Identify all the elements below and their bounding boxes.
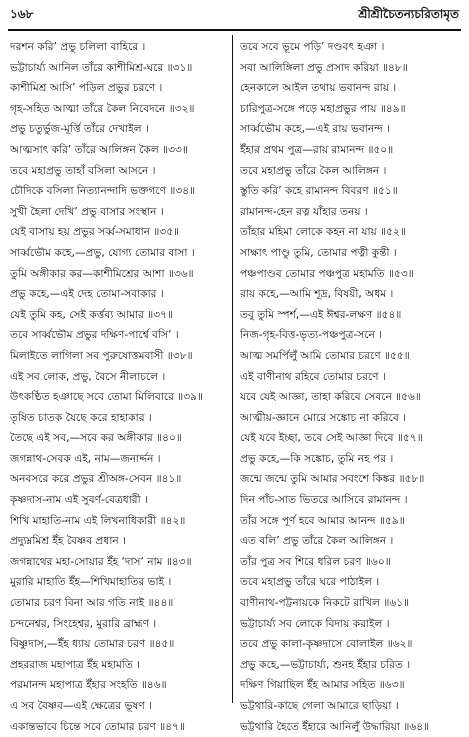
verse-line: এই বাণীনাথ রহিবে তোমার চরণে ।: [240, 370, 386, 383]
page-header: [10, 6, 459, 26]
verse-line: তবে মহাপ্রভু তাঁরে ঘরে পাঠাইল ।: [240, 576, 380, 589]
verse-line: চারিপুত্র-সঙ্গে পড়ে মহাপ্রভুর পায় ॥৪৯॥: [240, 102, 406, 115]
verse-line: পরমানন্দ মহাপাত্র ইঁহার সংহতি ॥৪৬॥: [10, 679, 167, 692]
verse-line: একান্তভাবে চিন্তে সবে তোমার চরণ ॥৪৭॥: [10, 720, 186, 733]
verse-line: প্রভু কহে,—এই দেহ তোমা-সবাকার ।: [10, 288, 164, 301]
verse-line: তবে সবে ভূমে পড়ি’ দণ্ডবৎ হঞা ।: [240, 41, 385, 53]
left-column: [10, 37, 232, 737]
verse-line: চৌদিকে বসিলা নিত্যানন্দাদি ভক্তগণে ॥৩৪॥: [10, 185, 196, 198]
verse-line: আত্ম সমর্পিলুঁ আমি তোমার চরণে ॥৫৫॥: [240, 349, 410, 362]
verse-line: স্তুতি করি’ কহে রামানন্দ বিবরণ ॥৫১॥: [240, 185, 398, 198]
verse-line: সাক্ষাৎ পাণ্ডু তুমি, তোমার পত্নী কুন্তী ।: [240, 246, 397, 259]
verse-line: তবে সার্ব্বভৌম প্রভুর দক্ষিণ-পার্শ্বে বসি’ ।: [10, 329, 179, 342]
verse-line: পঞ্চপাণ্ডব তোমার পঞ্চপুত্র মহামতি ॥৫৩॥: [240, 267, 414, 280]
verse-line: তাঁর পুত্র সব শিরে ধরিল চরণ ॥৬০॥: [240, 555, 391, 568]
verse-line: তাঁহার মহিমা লোকে কহন না যায় ॥৫২॥: [240, 226, 406, 239]
verse-line: এই সব লোক, প্রভু, বৈসে নীলাচলে ।: [10, 370, 166, 383]
verse-line: প্রভু কহে,—ভট্টাচার্য্য, শুনহ ইঁহার চরিত ।: [240, 658, 411, 671]
verse-line: যেই বাসায় হয় প্রভুর সর্ব্ব-সমাধান ॥৩৫॥: [10, 226, 180, 239]
verse-line: তৈছে এই সব,—সবে কর অঙ্গীকার ॥৪০॥: [10, 432, 182, 445]
verse-line: বিষ্ণুদাস,—ইঁহ ধ্যায় তোমার চরণ ॥৪৫॥: [10, 638, 175, 651]
verse-line: দরশন করি’ প্রভু চলিলা বাহিরে ।: [10, 41, 146, 53]
verse-line: দক্ষিণ গিয়াছিল ইঁহ আমার সহিত ॥৬৩॥: [240, 679, 405, 692]
verse-line: এ সব বৈষ্ণব—এই ক্ষেত্রের ভূষণ ।: [10, 700, 152, 712]
verse-line: তবু তুমি স্পর্শ,—এই ঈশ্বর-লক্ষণ ॥৫৪॥: [240, 308, 402, 321]
verse-line: ইঁহার প্রথম পুত্র—রায় রামানন্দ ॥৫০॥: [240, 143, 394, 156]
verse-line: যেই যবে ইচ্ছা, তবে সেই আজ্ঞা দিবে ॥৫৭॥: [240, 432, 423, 445]
verse-line: চন্দনেশ্বর, সিংহেশ্বর, মুরারি ব্রাহ্মণ ।: [10, 617, 157, 630]
verse-line: নিজ-গৃহ-বিত্ত-ভৃত্য-পঞ্চপুত্র-সনে ।: [240, 329, 383, 342]
verse-line: ভট্টাচার্য্য আনিল তাঁরে কাশীমিশ্র-ঘরে ॥৩১॥: [10, 61, 193, 74]
verse-line: প্রদ্যুম্নমিশ্র ইঁহ বৈষ্ণব প্রধান ।: [10, 535, 126, 548]
verse-line: ভট্টাচার্য্য সব লোকে বিদায় করাইল ।: [240, 617, 390, 630]
verse-line: ভট্টথারি-কাছে গেলা আমারে ছাড়িয়া ।: [240, 700, 399, 712]
verse-line: আত্মীয়-জ্ঞানে মোরে সঙ্কোচ না করিবে ।: [240, 411, 406, 424]
verse-line: সার্ব্বভৌম কহে,—প্রভু, যোগ্য তোমার বাসা ।: [10, 246, 195, 259]
verse-line: সবা আলিঙ্গিলা প্রভু প্রসাদ করিয়া ॥৪৮॥: [240, 61, 408, 74]
verse-line: মিলাইতে লাগিলা সব পুরুষোত্তমবাসী ॥৩৮॥: [10, 349, 193, 362]
verse-line: সার্ব্বভৌম কহে,—এই রায় ভবানন্দ ।: [240, 123, 390, 136]
verse-line: মুরারি মাহাতি ইঁহ—শিখিমাহাতির ভাই ।: [10, 576, 172, 589]
verse-line: তোমার চরণ বিনা আর গতি নাই ॥৪৪॥: [10, 597, 174, 610]
verse-line: প্রভু কহে,—কি সঙ্কোচ, তুমি নহ পর ।: [240, 452, 394, 465]
header-rule: [8, 29, 461, 31]
verse-line: রায় কহে,—আমি শূদ্র, বিষয়ী, অধম ।: [240, 288, 394, 301]
book-title: শ্রীশ্রীচৈতন্যচরিতামৃত: [358, 7, 459, 21]
verse-line: তৃষিত চাতক যৈছে করে হাহাকার ।: [10, 411, 152, 424]
verse-line: তবে মহাপ্রভু তাহাঁ বসিলা আসনে ।: [10, 164, 156, 177]
verse-line: সুখী হৈলা দেখি’ প্রভু বাসার সংস্থান ।: [10, 205, 164, 218]
verse-line: কৃষ্ণদাস-নাম এই সুবর্ণ-বেত্রধারী ।: [10, 494, 148, 507]
verse-line: প্রহররাজ মহাপাত্র ইঁহ মহামতি ।: [10, 658, 140, 671]
verse-line: দিন পাঁচ-সাত ভিতরে আসিবে রামানন্দ ।: [240, 494, 408, 507]
verse-line: তাঁর সঙ্গে পূর্ণ হবে আমার আনন্দ ॥৫৯॥: [240, 514, 405, 527]
column-divider: [232, 35, 233, 703]
verse-line: উৎকণ্ঠিত হঞাছে সবে তোমা মিলিবারে ॥৩৯॥: [10, 391, 204, 404]
verse-line: এত বলি’ প্রভু তাঁরে কৈল আলিঙ্গন ।: [240, 535, 394, 548]
right-column: [240, 37, 462, 737]
verse-line: হেনকালে আইল তথায় ভবানন্দ রায় ।: [240, 82, 397, 95]
verse-line: জন্মে জন্মে তুমি আমার সবংশে কিঙ্কর ॥৫৮॥: [240, 473, 425, 486]
verse-line: আত্মসাৎ করি’ তাঁরে আলিঙ্গন কৈল ॥৩৩॥: [10, 143, 188, 156]
verse-line: শিখি মাহাতি-নাম এই লিখনাধিকারী ॥৪২॥: [10, 514, 186, 527]
verse-line: জগন্নাথের মহা-সোয়ার ইঁহ ‘দাস’ নাম ॥৪৩॥: [10, 555, 192, 568]
verse-line: বাণীনাথ-পট্টনায়কে নিকটে রাখিল ॥৬১॥: [240, 597, 410, 610]
verse-line: ভট্টথারি হৈতে ইঁহারে আনিলুঁ উদ্ধারিয়া ॥৬৪॥: [240, 720, 430, 733]
verse-line: প্রভু চতুর্ভুজ-মূর্ত্তি তাঁরে দেখাইল ।: [10, 123, 149, 136]
verse-line: যবে যেই আজ্ঞা, তাহা করিবে সেবনে ॥৫৬॥: [240, 391, 421, 404]
verse-line: অনবসরে করে প্রভুর শ্রীঅঙ্গ-সেবন ॥৪১॥: [10, 473, 182, 486]
verse-line: যেই তুমি কহ, সেই কর্ত্তব্য আমার ॥৩৭॥: [10, 308, 173, 321]
verse-line: তুমি অঙ্গীকার কর—কাশীমিশ্রের আশা ॥৩৬॥: [10, 267, 194, 280]
verse-line: তবে প্রভু কালা-কৃষ্ণদাসে বোলাইল ॥৬২॥: [240, 638, 413, 651]
verse-line: তবে মহাপ্রভু তাঁরে কৈল আলিঙ্গন ।: [240, 164, 387, 177]
page-number: ১৬৮: [10, 7, 34, 21]
verse-line: কাশীমিশ্র আসি’ পড়িল প্রভুর চরণে ।: [10, 82, 163, 95]
verse-line: জগন্নাথ-সেবক এই, নাম—জনার্দ্দন ।: [10, 452, 161, 465]
verse-line: গৃহ-সহিত আত্মা তাঁরে কৈল নিবেদনে ॥৩২॥: [10, 102, 195, 115]
verse-line: রামানন্দ-হেন রত্ন যাঁহার তনয় ।: [240, 205, 368, 218]
